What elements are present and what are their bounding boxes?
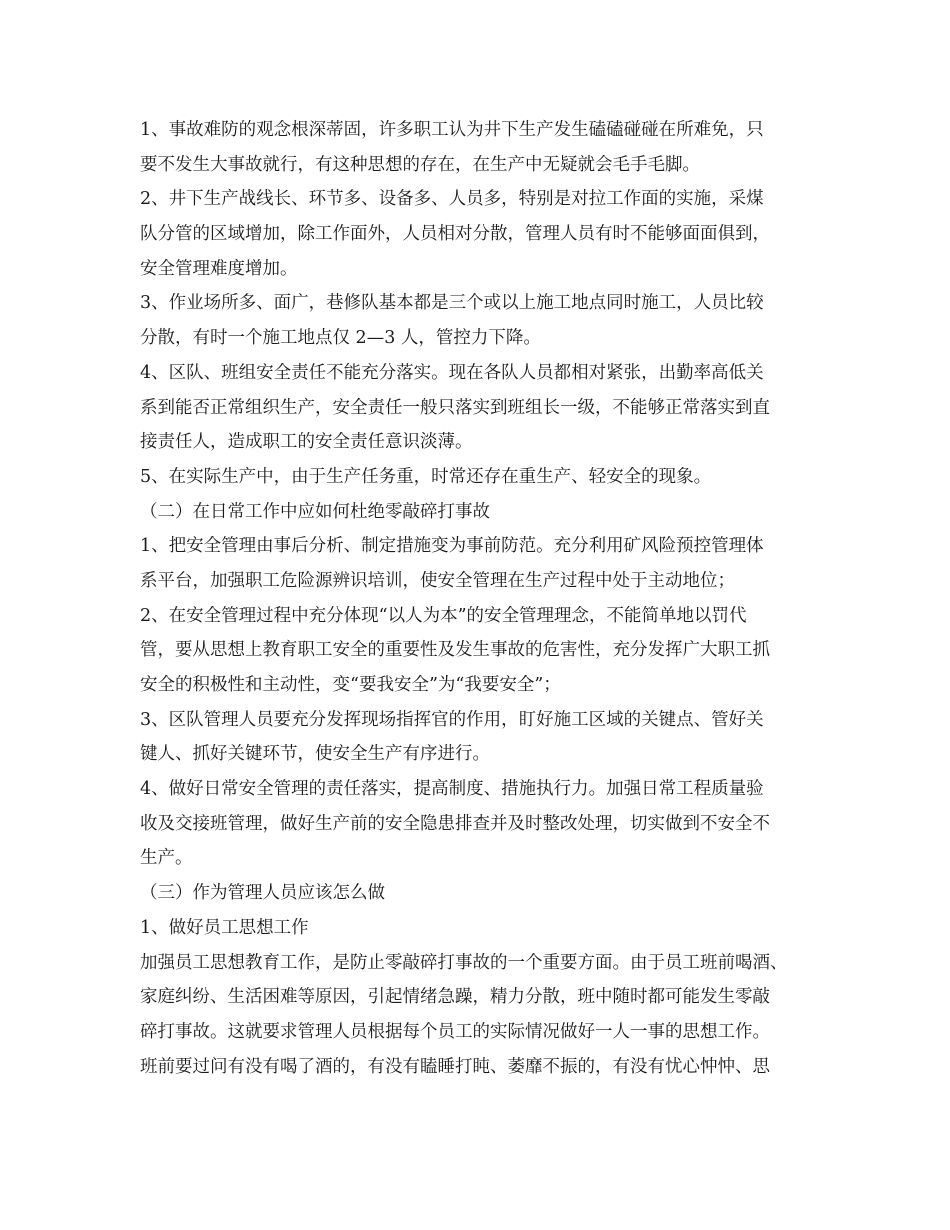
text-line: 键人、抓好关键环节，使安全生产有序进行。 bbox=[140, 744, 490, 765]
text-line: 要不发生大事故就行，有这种思想的存在，在生产中无疑就会毛手毛脚。 bbox=[140, 154, 700, 175]
text-line: 管，要从思想上教育职工安全的重要性及发生事故的危害性，充分发挥广大职工抓 bbox=[140, 640, 770, 661]
text-line: 收及交接班管理，做好生产前的安全隐患排查并及时整改处理，切实做到不安全不 bbox=[140, 813, 770, 834]
text-line: 队分管的区域增加，除工作面外，人员相对分散，管理人员有时不能够面面俱到， bbox=[140, 224, 770, 245]
text-line: 3、区队管理人员要充分发挥现场指挥官的作用，盯好施工区域的关键点、管好关 bbox=[140, 709, 764, 730]
text-line: 1、事故难防的观念根深蒂固，许多职工认为井下生产发生磕磕碰碰在所难免，只 bbox=[140, 120, 764, 140]
text-line: 碎打事故。这就要求管理人员根据每个员工的实际情况做好一人一事的思想工作。 bbox=[140, 1021, 770, 1042]
text-line: 生产。 bbox=[140, 848, 193, 869]
section-heading: （三）作为管理人员应该怎么做 bbox=[140, 883, 385, 904]
text-line: 2、在安全管理过程中充分体现“以人为本”的安全管理理念，不能简单地以罚代 bbox=[140, 605, 747, 626]
text-line: 4、做好日常安全管理的责任落实，提高制度、措施执行力。加强日常工程质量验 bbox=[140, 779, 764, 800]
section-heading: （二）在日常工作中应如何杜绝零敲碎打事故 bbox=[140, 501, 490, 522]
text-line: 安全管理难度增加。 bbox=[140, 258, 298, 279]
text-line: 5、在实际生产中，由于生产任务重，时常还存在重生产、轻安全的现象。 bbox=[140, 466, 712, 487]
text-line: 分散，有时一个施工地点仅 2—3 人，管控力下降。 bbox=[140, 328, 541, 349]
text-line: 加强员工思想教育工作，是防止零敲碎打事故的一个重要方面。由于员工班前喝酒、 bbox=[140, 952, 788, 973]
text-line: 4、区队、班组安全责任不能充分落实。现在各队人员都相对紧张，出勤率高低关 bbox=[140, 362, 764, 383]
text-line: 系到能否正常组织生产，安全责任一般只落实到班组长一级，不能够正常落实到直 bbox=[140, 397, 770, 418]
text-line: 2、井下生产战线长、环节多、设备多、人员多，特别是对拉工作面的实施，采煤 bbox=[140, 189, 764, 210]
text-line: 3、作业场所多、面广，巷修队基本都是三个或以上施工地点同时施工，人员比较 bbox=[140, 293, 764, 314]
text-line: 接责任人，造成职工的安全责任意识淡薄。 bbox=[140, 432, 473, 453]
text-line: 系平台，加强职工危险源辨识培训，使安全管理在生产过程中处于主动地位； bbox=[140, 570, 735, 591]
document-body bbox=[140, 113, 820, 1084]
text-line: 安全的积极性和主动性，变“要我安全”为“我要安全”； bbox=[140, 675, 561, 695]
text-line: 1、把安全管理由事后分析、制定措施变为事前防范。充分利用矿风险预控管理体 bbox=[140, 536, 764, 557]
text-line: 班前要过问有没有喝了酒的，有没有瞌睡打盹、萎靡不振的，有没有忧心忡忡、思 bbox=[140, 1056, 770, 1077]
subsection-heading: 1、做好员工思想工作 bbox=[140, 917, 309, 938]
text-line: 家庭纠纷、生活困难等原因，引起情绪急躁，精力分散，班中随时都可能发生零敲 bbox=[140, 987, 770, 1008]
